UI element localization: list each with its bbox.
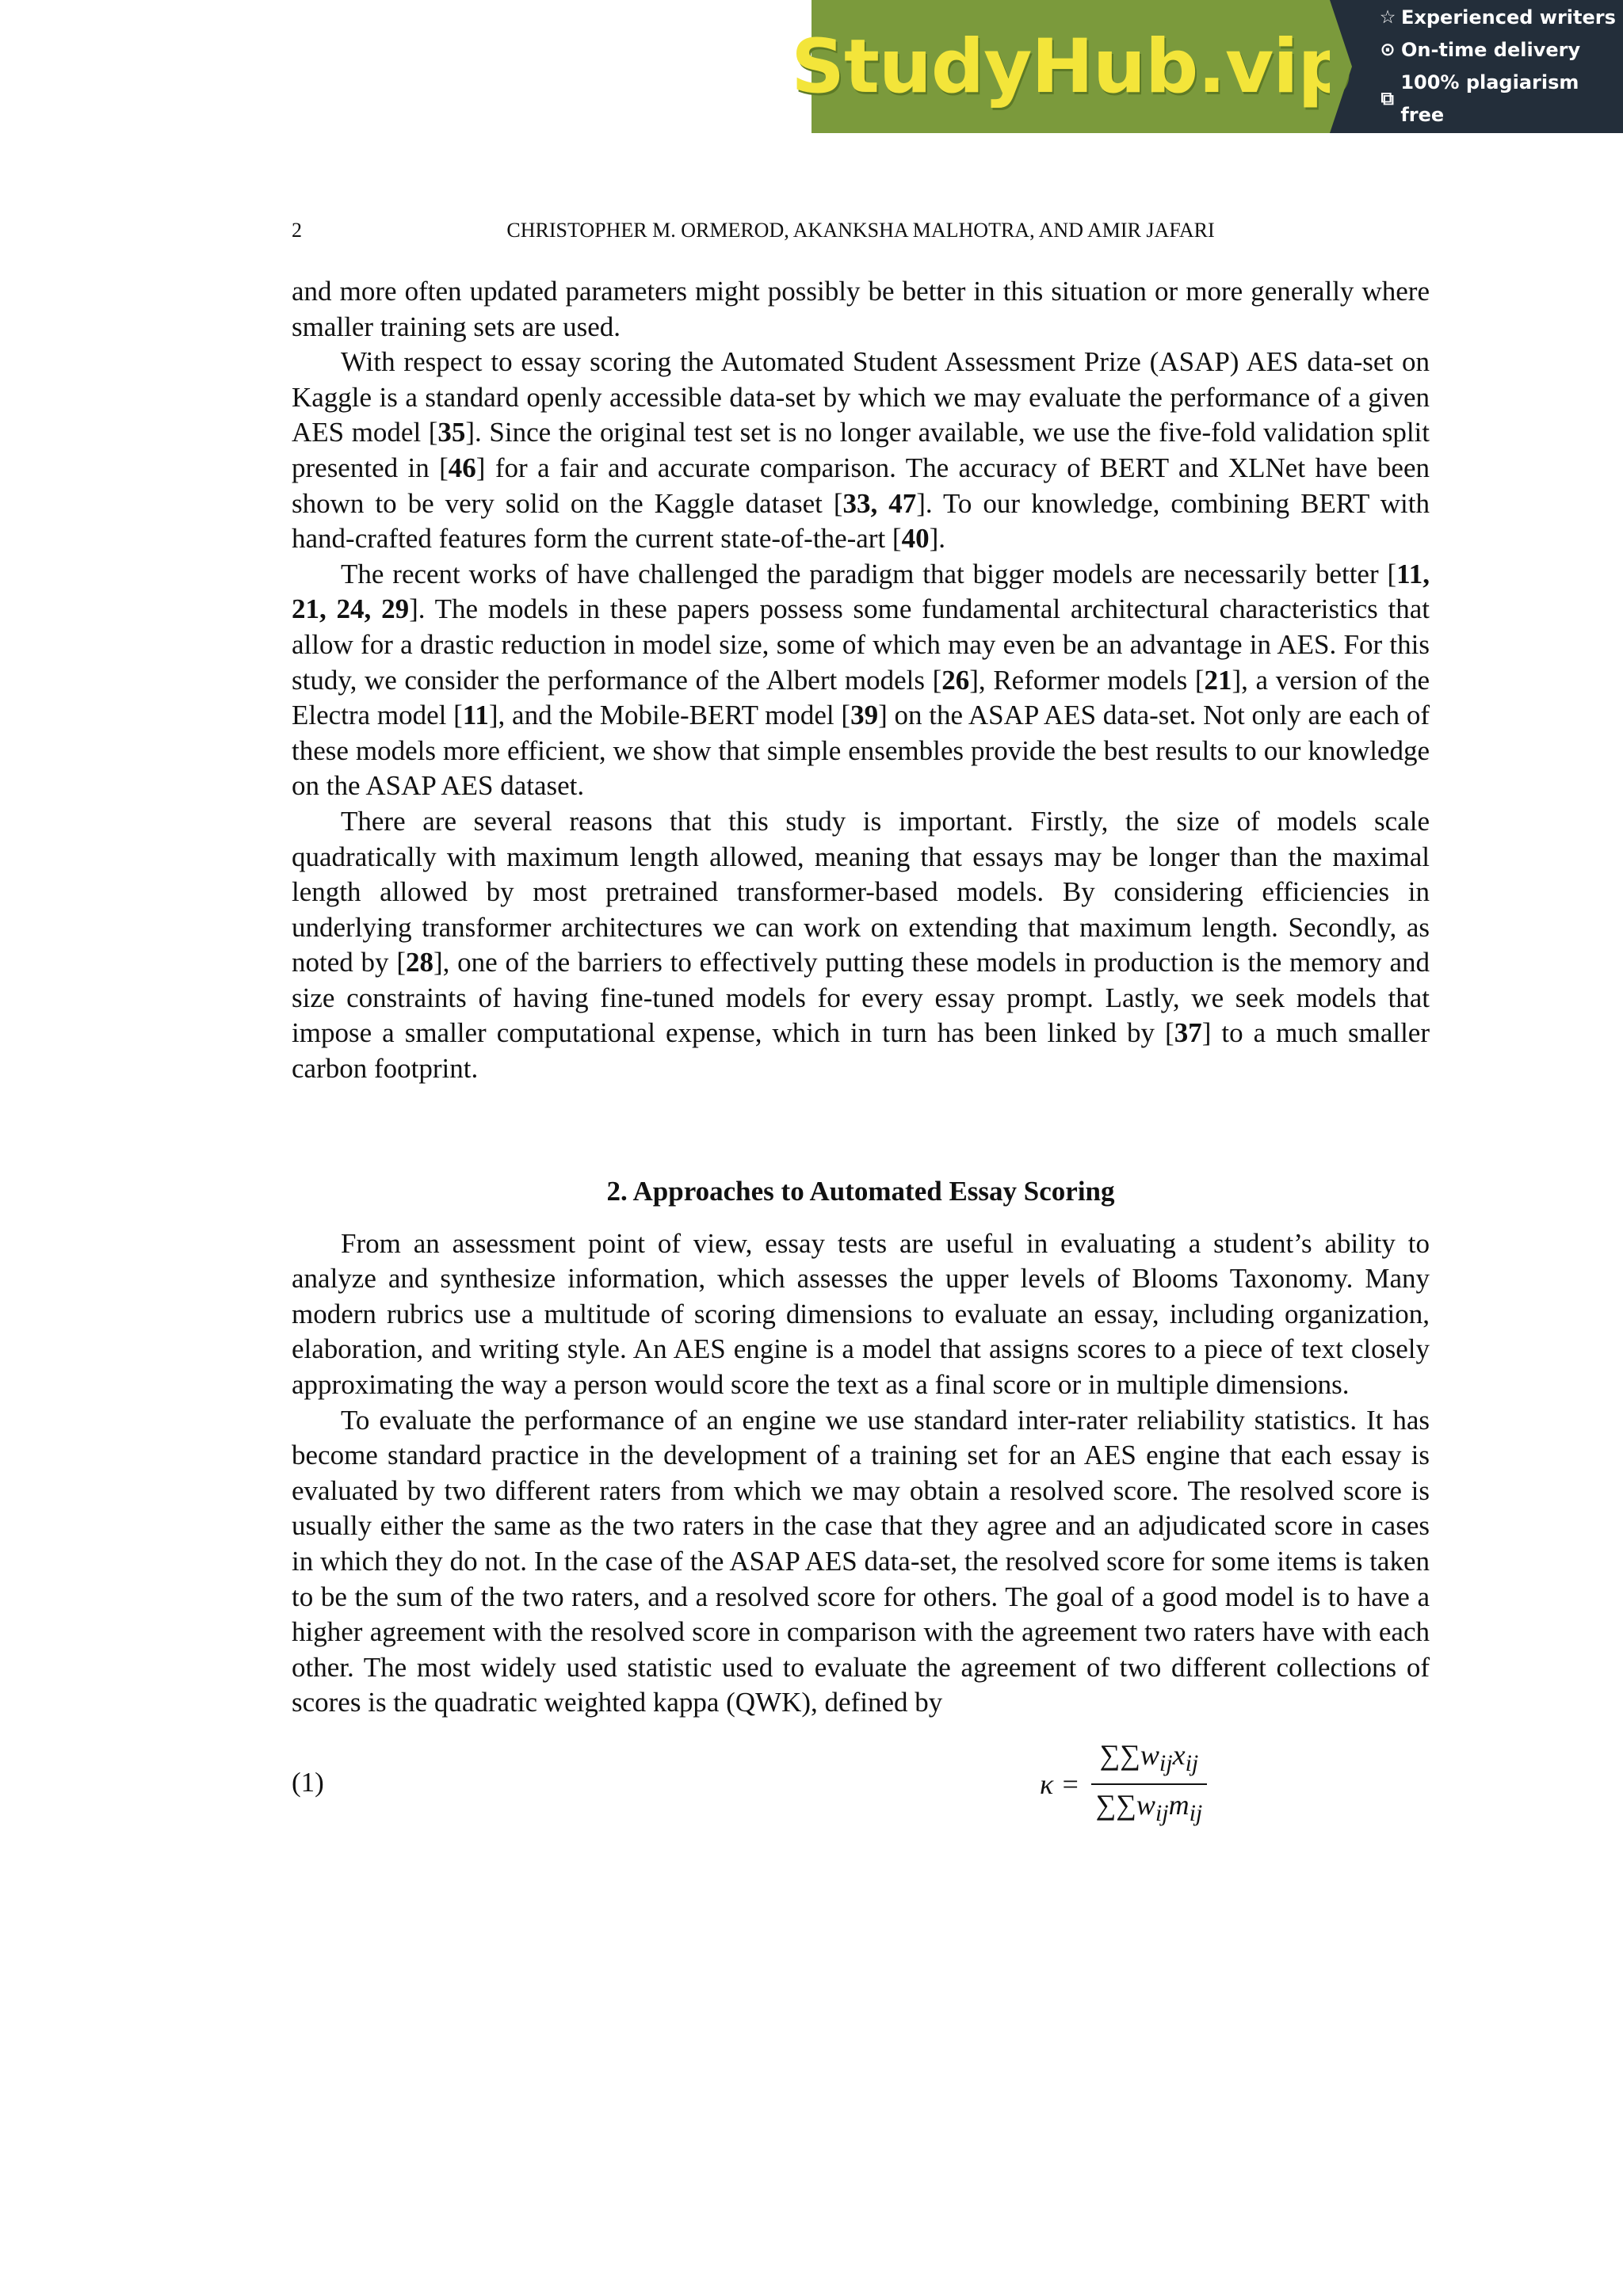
- section-heading: 2. Approaches to Automated Essay Scoring: [606, 1175, 1115, 1207]
- star-icon: ☆: [1379, 7, 1396, 28]
- equation-number: (1): [292, 1766, 324, 1798]
- citation[interactable]: 35: [437, 417, 466, 448]
- fraction-numerator: $\sum\sum w_{ij}x_{ij}$: [1099, 1738, 1199, 1777]
- feature-label: Experienced writers: [1401, 6, 1616, 29]
- citation[interactable]: 39: [850, 700, 879, 731]
- citation[interactable]: 11, 21, 24, 29: [292, 558, 1430, 625]
- page-body: [292, 274, 1430, 1830]
- studyhub-banner[interactable]: [791, 0, 1623, 133]
- feature-experienced-writers: [1377, 2, 1623, 34]
- banner-features: [1330, 0, 1623, 133]
- equation-qwk: [292, 1735, 1430, 1830]
- citation[interactable]: 11: [462, 700, 489, 731]
- copy-icon: ⧉: [1381, 88, 1394, 109]
- equation-lhs: κ =: [1040, 1768, 1080, 1800]
- studyhub-logo[interactable]: [791, 0, 1350, 133]
- paragraph-assessment: From an assessment point of view, essay tests are useful in evaluating a student’s ability to analyze and synthesize information, which assesses the upper levels of Blooms Taxonomy. Many modern rubrics use a multitude of scoring dimensions to evaluate an essay, including organization, elaboration, and writing style. An AES engine is a model that assigns scores to a piece of text closely approximating the way a person would score the text as a final score or in multiple dimensions.: [292, 1227, 1430, 1401]
- citation[interactable]: 26: [941, 664, 970, 696]
- citation[interactable]: 37: [1174, 1017, 1202, 1049]
- paragraph-qwk: To evaluate the performance of an engine we use standard inter-rater reliability statistics. It has become standard practice in the development of a training set for an AES engine that each essay is evaluated by two different raters from which we may obtain a resolved score. The resolved score is usually either the same as the two raters in the case that they agree and an adjudicated score in cases in which they do not. In the case of the ASAP AES data-set, the resolved score for some items is taken to be the sum of the two raters, and a resolved score for others. The goal of a good model is to have a higher agreement with the resolved score in comparison with the agreement two raters have with each other. The most widely used statistic used to evaluate the agreement of two different collections of scores is the quadratic weighted kappa (QWK), defined by: [292, 1404, 1430, 1718]
- citation[interactable]: 21: [1204, 664, 1232, 696]
- citation[interactable]: 33, 47: [842, 487, 917, 519]
- fraction: [1091, 1735, 1208, 1833]
- citation[interactable]: 46: [448, 452, 476, 483]
- clock-icon: ⊙: [1380, 40, 1396, 60]
- citation[interactable]: 40: [901, 523, 930, 555]
- feature-plagiarism-free: [1377, 67, 1623, 132]
- paragraph-asap-dataset: With respect to essay scoring the Automated Student Assessment Prize (ASAP) AES data-set on Kaggle is a standard openly accessible data-set by which we may evaluate the performance of a given AES model [35]. Since the original test set is no longer available, we use the five-fold validation split presented in [46] for a fair and accurate comparison. The accuracy of BERT and XLNet have been shown to be very solid on the Kaggle dataset [33, 47]. To our knowledge, combining BERT with hand-crafted features form the current state-of-the-art [40].: [292, 346, 1430, 555]
- fraction-denominator: $\sum\sum w_{ij}m_{ij}$: [1095, 1789, 1203, 1827]
- studyhub-logo-text: StudyHub.vip: [791, 23, 1350, 110]
- paragraph-model-sizes: The recent works of have challenged the paradigm that bigger models are necessarily better [11, 21, 24, 29]. The models in these papers possess some fundamental architectural characteristics that allow for a drastic reduction in model size, some of which may even be an advantage in AES. For this study, we consider the performance of the Albert models [26], Reformer models [21], a version of the Electra model [11], and the Mobile-BERT model [39] on the ASAP AES data-set. Not only are each of these models more efficient, we show that simple ensembles provide the best results to our knowledge on the ASAP AES dataset.: [292, 558, 1430, 802]
- equation-body: [1040, 1735, 1207, 1833]
- citation[interactable]: 28: [405, 947, 433, 978]
- paragraph-reasons: There are several reasons that this study is important. Firstly, the size of models scale quadratically with maximum length allowed, meaning that essays may be longer than the maximal length allowed by most pretrained transformer-based models. By considering efficiencies in underlying transformer architectures we can work on extending that maximum length. Secondly, as noted by [28], one of the barriers to effectively putting these models in production is the memory and size constraints of having fine-tuned models for every essay prompt. Lastly, we seek models that impose a smaller computational expense, which in turn has been linked by [37] to a much smaller carbon footprint.: [292, 805, 1430, 1085]
- running-authors: CHRISTOPHER M. ORMEROD, AKANKSHA MALHOTRA, AND AMIR JAFARI: [506, 219, 1215, 242]
- running-head: [292, 217, 1430, 244]
- feature-on-time-delivery: [1377, 34, 1623, 67]
- page-number: 2: [292, 219, 302, 242]
- feature-label: 100% plagiarism free: [1400, 71, 1579, 126]
- paragraph-continuation: and more often updated parameters might possibly be better in this situation or more generally where smaller training sets are used.: [292, 276, 1430, 342]
- feature-label: On-time delivery: [1401, 39, 1581, 61]
